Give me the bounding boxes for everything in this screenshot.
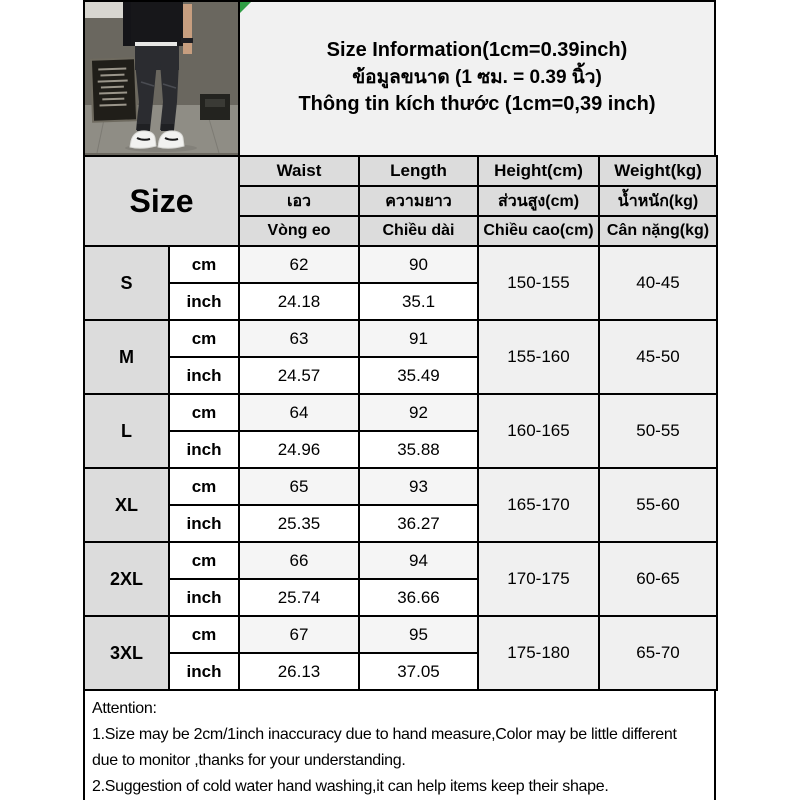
waist-inch: 25.35 (239, 505, 359, 542)
length-cm: 95 (359, 616, 478, 653)
col-header-height-vi: Chiều cao(cm) (478, 216, 599, 246)
length-inch: 35.88 (359, 431, 478, 468)
length-inch: 37.05 (359, 653, 478, 690)
attention-note-2: 2.Suggestion of cold water hand washing,it can help items keep their shape. (92, 778, 609, 795)
size-label-s: S (84, 246, 169, 320)
table-row (84, 246, 717, 283)
unit-inch: inch (169, 505, 239, 542)
unit-inch: inch (169, 357, 239, 394)
weight-range: 55-60 (599, 468, 717, 542)
size-label-l: L (84, 394, 169, 468)
top-block (83, 0, 716, 155)
length-cm: 93 (359, 468, 478, 505)
height-range: 150-155 (478, 246, 599, 320)
col-header-length-th: ความยาว (359, 186, 478, 216)
waist-inch: 24.18 (239, 283, 359, 320)
weight-range: 65-70 (599, 616, 717, 690)
col-header-weight: Weight(kg) (599, 156, 717, 186)
length-cm: 94 (359, 542, 478, 579)
unit-cm: cm (169, 468, 239, 505)
col-header-weight-th: น้ำหนัก(kg) (599, 186, 717, 216)
title-en: Size Information(1cm=0.39inch) (326, 39, 628, 61)
table-row (84, 468, 717, 505)
waist-inch: 24.96 (239, 431, 359, 468)
length-inch: 35.49 (359, 357, 478, 394)
attention-box (83, 691, 716, 800)
table-row (84, 542, 717, 579)
size-header-cell: Size (84, 156, 239, 246)
waist-inch: 25.74 (239, 579, 359, 616)
photo-chalkboard (91, 58, 137, 121)
attention-title: Attention: (92, 700, 157, 717)
photo-light-corner (85, 2, 125, 18)
waist-inch: 26.13 (239, 653, 359, 690)
height-range: 160-165 (478, 394, 599, 468)
height-range: 170-175 (478, 542, 599, 616)
waist-cm: 65 (239, 468, 359, 505)
unit-cm: cm (169, 542, 239, 579)
col-header-weight-vi: Cân nặng(kg) (599, 216, 717, 246)
unit-inch: inch (169, 653, 239, 690)
length-cm: 90 (359, 246, 478, 283)
title-vi: Thông tin kích thước (1cm=0,39 inch) (298, 93, 656, 115)
waist-cm: 62 (239, 246, 359, 283)
size-chart-content (83, 0, 716, 800)
size-label-3xl: 3XL (84, 616, 169, 690)
col-header-waist-vi: Vòng eo (239, 216, 359, 246)
size-table-header (84, 156, 717, 246)
unit-inch: inch (169, 431, 239, 468)
col-header-length: Length (359, 156, 478, 186)
size-label-xl: XL (84, 468, 169, 542)
height-range: 165-170 (478, 468, 599, 542)
col-header-waist-th: เอว (239, 186, 359, 216)
unit-cm: cm (169, 616, 239, 653)
weight-range: 50-55 (599, 394, 717, 468)
attention-note-1: 1.Size may be 2cm/1inch inaccuracy due to hand measure,Color may be little different (92, 726, 677, 743)
size-label-m: M (84, 320, 169, 394)
length-inch: 36.27 (359, 505, 478, 542)
length-inch: 35.1 (359, 283, 478, 320)
col-header-height-th: ส่วนสูง(cm) (478, 186, 599, 216)
waist-cm: 64 (239, 394, 359, 431)
corner-flag-icon (240, 2, 251, 13)
col-header-height: Height(cm) (478, 156, 599, 186)
product-photo-illustration (85, 2, 238, 153)
weight-range: 40-45 (599, 246, 717, 320)
col-header-waist: Waist (239, 156, 359, 186)
length-cm: 92 (359, 394, 478, 431)
table-row (84, 320, 717, 357)
product-photo (85, 2, 240, 155)
height-range: 175-180 (478, 616, 599, 690)
weight-range: 60-65 (599, 542, 717, 616)
table-row (84, 394, 717, 431)
title-block (240, 2, 714, 155)
length-cm: 91 (359, 320, 478, 357)
waist-cm: 67 (239, 616, 359, 653)
unit-cm: cm (169, 320, 239, 357)
col-header-length-vi: Chiều dài (359, 216, 478, 246)
attention-note-1-cont: due to monitor ,thanks for your understanding. (92, 752, 406, 769)
weight-range: 45-50 (599, 320, 717, 394)
unit-inch: inch (169, 283, 239, 320)
size-table (83, 155, 718, 691)
unit-cm: cm (169, 394, 239, 431)
size-label-2xl: 2XL (84, 542, 169, 616)
length-inch: 36.66 (359, 579, 478, 616)
waist-cm: 63 (239, 320, 359, 357)
waist-inch: 24.57 (239, 357, 359, 394)
waist-cm: 66 (239, 542, 359, 579)
unit-cm: cm (169, 246, 239, 283)
unit-inch: inch (169, 579, 239, 616)
height-range: 155-160 (478, 320, 599, 394)
size-table-body (84, 246, 717, 690)
title-th: ข้อมูลขนาด (1 ซม. = 0.39 นิ้ว) (352, 67, 602, 88)
table-row (84, 616, 717, 653)
